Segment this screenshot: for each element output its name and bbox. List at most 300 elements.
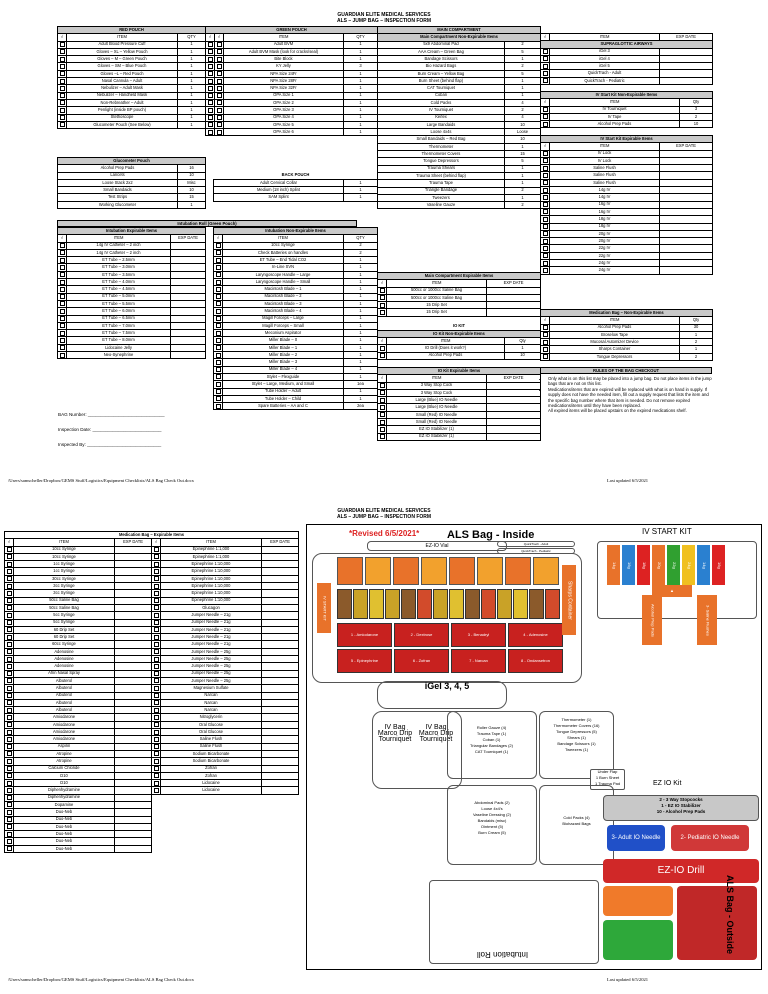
checkbox-cell[interactable]	[206, 41, 215, 48]
checkbox[interactable]	[380, 353, 385, 358]
checkbox[interactable]	[543, 188, 548, 193]
checkbox[interactable]	[217, 100, 222, 105]
checkbox-cell[interactable]	[152, 670, 161, 677]
checkbox[interactable]	[543, 107, 548, 112]
checkbox[interactable]	[60, 301, 65, 306]
checkbox-cell[interactable]	[58, 344, 67, 351]
exp-date[interactable]	[115, 743, 152, 750]
checkbox[interactable]	[7, 832, 12, 837]
checkbox[interactable]	[60, 280, 65, 285]
exp-date[interactable]	[660, 187, 713, 194]
checkbox-cell[interactable]	[378, 352, 387, 359]
checkbox[interactable]	[543, 78, 548, 83]
checkbox-cell[interactable]	[5, 546, 14, 553]
checkbox[interactable]	[216, 367, 221, 372]
checkbox[interactable]	[543, 195, 548, 200]
exp-date[interactable]	[115, 692, 152, 699]
exp-date[interactable]	[115, 641, 152, 648]
checkbox[interactable]	[543, 239, 548, 244]
checkbox[interactable]	[154, 584, 159, 589]
exp-date[interactable]	[115, 831, 152, 838]
checkbox[interactable]	[154, 591, 159, 596]
checkbox[interactable]	[543, 166, 548, 171]
checkbox[interactable]	[60, 108, 65, 113]
checkbox-cell[interactable]	[214, 381, 223, 388]
exp-date[interactable]	[115, 699, 152, 706]
checkbox-cell[interactable]	[378, 309, 387, 316]
checkbox-cell[interactable]	[152, 561, 161, 568]
checkbox-cell[interactable]	[541, 238, 550, 245]
checkbox-cell[interactable]	[58, 242, 67, 249]
checkbox[interactable]	[208, 57, 213, 62]
checkbox[interactable]	[7, 613, 12, 618]
checkbox-cell[interactable]	[5, 823, 14, 830]
checkbox-cell[interactable]	[152, 590, 161, 597]
checkbox-cell[interactable]	[214, 373, 223, 380]
exp-date[interactable]	[487, 426, 541, 433]
checkbox-cell[interactable]	[5, 780, 14, 787]
checkbox-cell[interactable]	[5, 553, 14, 560]
checkbox-cell[interactable]	[214, 293, 223, 300]
checkbox-cell[interactable]	[214, 403, 223, 410]
exp-date[interactable]	[171, 300, 206, 307]
checkbox[interactable]	[543, 332, 548, 337]
exp-date[interactable]	[115, 736, 152, 743]
exp-date[interactable]	[262, 597, 299, 604]
checkbox[interactable]	[216, 250, 221, 255]
checkbox-cell[interactable]	[215, 114, 224, 121]
exp-date[interactable]	[262, 758, 299, 765]
checkbox[interactable]	[7, 715, 12, 720]
checkbox[interactable]	[7, 562, 12, 567]
checkbox-cell[interactable]	[152, 685, 161, 692]
checkbox[interactable]	[216, 353, 221, 358]
checkbox-cell[interactable]	[206, 85, 215, 92]
checkbox-cell[interactable]	[5, 604, 14, 611]
checkbox-cell[interactable]	[5, 794, 14, 801]
exp-date[interactable]	[115, 787, 152, 794]
checkbox-cell[interactable]	[5, 758, 14, 765]
checkbox[interactable]	[7, 788, 12, 793]
checkbox-cell[interactable]	[541, 55, 550, 62]
checkbox-cell[interactable]	[58, 114, 67, 121]
checkbox-cell[interactable]	[541, 165, 550, 172]
exp-date[interactable]	[262, 604, 299, 611]
exp-date[interactable]	[262, 736, 299, 743]
checkbox-cell[interactable]	[214, 352, 223, 359]
checkbox-cell[interactable]	[152, 787, 161, 794]
checkbox[interactable]	[380, 412, 385, 417]
checkbox[interactable]	[217, 108, 222, 113]
checkbox-cell[interactable]	[5, 692, 14, 699]
checkbox-cell[interactable]	[58, 257, 67, 264]
checkbox-cell[interactable]	[58, 337, 67, 344]
checkbox[interactable]	[60, 272, 65, 277]
checkbox[interactable]	[217, 71, 222, 76]
exp-date[interactable]	[262, 714, 299, 721]
exp-date[interactable]	[115, 670, 152, 677]
checkbox-cell[interactable]	[214, 308, 223, 315]
checkbox[interactable]	[380, 427, 385, 432]
checkbox[interactable]	[60, 316, 65, 321]
checkbox[interactable]	[217, 93, 222, 98]
checkbox[interactable]	[154, 576, 159, 581]
checkbox[interactable]	[208, 49, 213, 54]
exp-date[interactable]	[262, 568, 299, 575]
exp-date[interactable]	[115, 772, 152, 779]
exp-date[interactable]	[262, 677, 299, 684]
exp-date[interactable]	[115, 626, 152, 633]
checkbox[interactable]	[380, 295, 385, 300]
checkbox[interactable]	[217, 79, 222, 84]
checkbox-cell[interactable]	[152, 758, 161, 765]
checkbox-cell[interactable]	[541, 216, 550, 223]
checkbox[interactable]	[7, 810, 12, 815]
checkbox[interactable]	[60, 49, 65, 54]
exp-date[interactable]	[262, 612, 299, 619]
exp-date[interactable]	[487, 294, 541, 301]
checkbox[interactable]	[543, 173, 548, 178]
checkbox-cell[interactable]	[152, 729, 161, 736]
checkbox[interactable]	[216, 258, 221, 263]
checkbox-cell[interactable]	[152, 707, 161, 714]
checkbox[interactable]	[60, 323, 65, 328]
exp-date[interactable]	[171, 337, 206, 344]
exp-date[interactable]	[115, 583, 152, 590]
checkbox[interactable]	[380, 310, 385, 315]
checkbox-cell[interactable]	[541, 179, 550, 186]
checkbox[interactable]	[154, 708, 159, 713]
exp-date[interactable]	[262, 590, 299, 597]
checkbox[interactable]	[154, 737, 159, 742]
checkbox[interactable]	[216, 382, 221, 387]
checkbox[interactable]	[7, 584, 12, 589]
checkbox-cell[interactable]	[5, 561, 14, 568]
checkbox[interactable]	[7, 824, 12, 829]
checkbox[interactable]	[208, 100, 213, 105]
checkbox-cell[interactable]	[206, 48, 215, 55]
checkbox-cell[interactable]	[378, 389, 387, 396]
checkbox-cell[interactable]	[541, 157, 550, 164]
checkbox-cell[interactable]	[378, 419, 387, 426]
checkbox-cell[interactable]	[215, 48, 224, 55]
checkbox[interactable]	[7, 759, 12, 764]
checkbox[interactable]	[60, 243, 65, 248]
checkbox[interactable]	[216, 316, 221, 321]
exp-date[interactable]	[660, 165, 713, 172]
checkbox-cell[interactable]	[215, 63, 224, 70]
exp-date[interactable]	[262, 765, 299, 772]
checkbox[interactable]	[7, 649, 12, 654]
exp-date[interactable]	[262, 663, 299, 670]
checkbox[interactable]	[60, 122, 65, 127]
checkbox[interactable]	[380, 288, 385, 293]
checkbox-cell[interactable]	[206, 63, 215, 70]
exp-date[interactable]	[115, 561, 152, 568]
exp-date[interactable]	[262, 699, 299, 706]
exp-date[interactable]	[262, 575, 299, 582]
exp-date[interactable]	[660, 252, 713, 259]
checkbox-cell[interactable]	[58, 41, 67, 48]
checkbox-cell[interactable]	[541, 230, 550, 237]
checkbox[interactable]	[543, 209, 548, 214]
checkbox-cell[interactable]	[5, 721, 14, 728]
checkbox[interactable]	[7, 737, 12, 742]
checkbox[interactable]	[543, 202, 548, 207]
checkbox[interactable]	[154, 664, 159, 669]
checkbox-cell[interactable]	[214, 322, 223, 329]
checkbox[interactable]	[154, 649, 159, 654]
checkbox-cell[interactable]	[152, 656, 161, 663]
checkbox[interactable]	[7, 722, 12, 727]
checkbox[interactable]	[217, 64, 222, 69]
checkbox[interactable]	[154, 766, 159, 771]
checkbox-cell[interactable]	[541, 223, 550, 230]
bag-number-field[interactable]: BAG Number: ______________________________	[58, 412, 165, 417]
checkbox[interactable]	[154, 620, 159, 625]
checkbox[interactable]	[154, 773, 159, 778]
checkbox[interactable]	[60, 258, 65, 263]
checkbox-cell[interactable]	[152, 699, 161, 706]
checkbox[interactable]	[154, 715, 159, 720]
checkbox[interactable]	[543, 151, 548, 156]
checkbox[interactable]	[543, 56, 548, 61]
checkbox-cell[interactable]	[215, 70, 224, 77]
checkbox[interactable]	[7, 591, 12, 596]
checkbox-cell[interactable]	[214, 286, 223, 293]
checkbox-cell[interactable]	[214, 330, 223, 337]
checkbox-cell[interactable]	[5, 670, 14, 677]
checkbox-cell[interactable]	[214, 271, 223, 278]
checkbox-cell[interactable]	[378, 345, 387, 352]
checkbox-cell[interactable]	[541, 353, 550, 360]
checkbox-cell[interactable]	[58, 48, 67, 55]
checkbox[interactable]	[154, 744, 159, 749]
checkbox[interactable]	[60, 294, 65, 299]
checkbox[interactable]	[216, 287, 221, 292]
checkbox[interactable]	[7, 598, 12, 603]
exp-date[interactable]	[487, 433, 541, 440]
exp-date[interactable]	[262, 729, 299, 736]
checkbox-cell[interactable]	[5, 838, 14, 845]
checkbox[interactable]	[60, 79, 65, 84]
checkbox-cell[interactable]	[378, 302, 387, 309]
checkbox[interactable]	[216, 374, 221, 379]
checkbox-cell[interactable]	[152, 721, 161, 728]
checkbox-cell[interactable]	[5, 677, 14, 684]
checkbox-cell[interactable]	[58, 99, 67, 106]
checkbox-cell[interactable]	[152, 780, 161, 787]
checkbox[interactable]	[154, 700, 159, 705]
checkbox[interactable]	[380, 390, 385, 395]
checkbox-cell[interactable]	[58, 121, 67, 128]
checkbox-cell[interactable]	[541, 260, 550, 267]
exp-date[interactable]	[115, 553, 152, 560]
checkbox[interactable]	[217, 49, 222, 54]
exp-date[interactable]	[487, 404, 541, 411]
checkbox-cell[interactable]	[214, 257, 223, 264]
checkbox-cell[interactable]	[5, 736, 14, 743]
checkbox-cell[interactable]	[541, 346, 550, 353]
checkbox-cell[interactable]	[5, 801, 14, 808]
checkbox-cell[interactable]	[58, 249, 67, 256]
checkbox-cell[interactable]	[206, 129, 215, 136]
exp-date[interactable]	[262, 692, 299, 699]
checkbox-cell[interactable]	[58, 300, 67, 307]
checkbox[interactable]	[543, 180, 548, 185]
checkbox-cell[interactable]	[5, 743, 14, 750]
checkbox-cell[interactable]	[541, 113, 550, 120]
checkbox-cell[interactable]	[5, 590, 14, 597]
checkbox[interactable]	[154, 554, 159, 559]
checkbox-cell[interactable]	[5, 648, 14, 655]
checkbox-cell[interactable]	[206, 78, 215, 85]
checkbox[interactable]	[60, 64, 65, 69]
exp-date[interactable]	[660, 150, 713, 157]
checkbox-cell[interactable]	[58, 330, 67, 337]
exp-date[interactable]	[115, 612, 152, 619]
exp-date[interactable]	[171, 308, 206, 315]
checkbox[interactable]	[60, 250, 65, 255]
checkbox-cell[interactable]	[58, 107, 67, 114]
exp-date[interactable]	[660, 230, 713, 237]
exp-date[interactable]	[171, 322, 206, 329]
checkbox-cell[interactable]	[5, 729, 14, 736]
checkbox-cell[interactable]	[5, 619, 14, 626]
checkbox[interactable]	[154, 613, 159, 618]
checkbox[interactable]	[217, 57, 222, 62]
checkbox-cell[interactable]	[206, 107, 215, 114]
exp-date[interactable]	[660, 179, 713, 186]
exp-date[interactable]	[262, 553, 299, 560]
exp-date[interactable]	[262, 780, 299, 787]
exp-date[interactable]	[660, 55, 713, 62]
checkbox-cell[interactable]	[541, 70, 550, 77]
exp-date[interactable]	[171, 286, 206, 293]
checkbox-cell[interactable]	[378, 404, 387, 411]
checkbox[interactable]	[217, 130, 222, 135]
checkbox[interactable]	[7, 802, 12, 807]
checkbox-cell[interactable]	[541, 201, 550, 208]
checkbox[interactable]	[7, 781, 12, 786]
exp-date[interactable]	[115, 663, 152, 670]
checkbox[interactable]	[7, 766, 12, 771]
exp-date[interactable]	[660, 216, 713, 223]
exp-date[interactable]	[660, 208, 713, 215]
checkbox[interactable]	[216, 243, 221, 248]
exp-date[interactable]	[660, 201, 713, 208]
checkbox-cell[interactable]	[152, 546, 161, 553]
exp-date[interactable]	[115, 546, 152, 553]
checkbox-cell[interactable]	[152, 626, 161, 633]
checkbox[interactable]	[7, 678, 12, 683]
exp-date[interactable]	[262, 641, 299, 648]
checkbox[interactable]	[7, 846, 12, 851]
checkbox-cell[interactable]	[215, 92, 224, 99]
inspected-by-field[interactable]: Inspected By: _____________________________	[58, 442, 162, 447]
exp-date[interactable]	[262, 750, 299, 757]
checkbox-cell[interactable]	[5, 707, 14, 714]
checkbox-cell[interactable]	[152, 743, 161, 750]
checkbox-cell[interactable]	[5, 641, 14, 648]
exp-date[interactable]	[262, 685, 299, 692]
checkbox-cell[interactable]	[58, 63, 67, 70]
checkbox[interactable]	[7, 686, 12, 691]
exp-date[interactable]	[262, 656, 299, 663]
exp-date[interactable]	[660, 63, 713, 70]
checkbox-cell[interactable]	[541, 106, 550, 113]
checkbox[interactable]	[154, 686, 159, 691]
checkbox-cell[interactable]	[541, 339, 550, 346]
checkbox[interactable]	[216, 280, 221, 285]
checkbox-cell[interactable]	[5, 568, 14, 575]
exp-date[interactable]	[115, 648, 152, 655]
checkbox-cell[interactable]	[58, 92, 67, 99]
checkbox[interactable]	[380, 383, 385, 388]
checkbox[interactable]	[543, 231, 548, 236]
exp-date[interactable]	[262, 648, 299, 655]
exp-date[interactable]	[262, 546, 299, 553]
checkbox-cell[interactable]	[541, 63, 550, 70]
checkbox[interactable]	[154, 635, 159, 640]
checkbox[interactable]	[154, 781, 159, 786]
checkbox[interactable]	[380, 346, 385, 351]
checkbox-cell[interactable]	[5, 685, 14, 692]
checkbox[interactable]	[154, 671, 159, 676]
checkbox[interactable]	[60, 57, 65, 62]
checkbox-cell[interactable]	[5, 583, 14, 590]
checkbox-cell[interactable]	[58, 308, 67, 315]
checkbox[interactable]	[7, 708, 12, 713]
exp-date[interactable]	[262, 634, 299, 641]
checkbox[interactable]	[543, 224, 548, 229]
checkbox[interactable]	[7, 576, 12, 581]
checkbox[interactable]	[216, 294, 221, 299]
checkbox-cell[interactable]	[541, 208, 550, 215]
checkbox[interactable]	[543, 261, 548, 266]
checkbox-cell[interactable]	[378, 433, 387, 440]
exp-date[interactable]	[171, 279, 206, 286]
exp-date[interactable]	[660, 70, 713, 77]
checkbox[interactable]	[7, 744, 12, 749]
checkbox[interactable]	[7, 700, 12, 705]
exp-date[interactable]	[115, 838, 152, 845]
exp-date[interactable]	[262, 670, 299, 677]
exp-date[interactable]	[115, 845, 152, 852]
checkbox-cell[interactable]	[541, 194, 550, 201]
checkbox[interactable]	[7, 664, 12, 669]
checkbox[interactable]	[380, 434, 385, 439]
checkbox-cell[interactable]	[5, 831, 14, 838]
checkbox[interactable]	[208, 115, 213, 120]
checkbox[interactable]	[543, 158, 548, 163]
checkbox-cell[interactable]	[5, 809, 14, 816]
checkbox-cell[interactable]	[152, 583, 161, 590]
checkbox-cell[interactable]	[541, 48, 550, 55]
checkbox[interactable]	[7, 693, 12, 698]
exp-date[interactable]	[171, 264, 206, 271]
checkbox[interactable]	[7, 730, 12, 735]
checkbox[interactable]	[216, 338, 221, 343]
checkbox-cell[interactable]	[152, 648, 161, 655]
checkbox[interactable]	[216, 345, 221, 350]
checkbox[interactable]	[7, 773, 12, 778]
checkbox[interactable]	[208, 108, 213, 113]
checkbox-cell[interactable]	[152, 597, 161, 604]
exp-date[interactable]	[171, 271, 206, 278]
checkbox[interactable]	[7, 605, 12, 610]
checkbox-cell[interactable]	[152, 692, 161, 699]
